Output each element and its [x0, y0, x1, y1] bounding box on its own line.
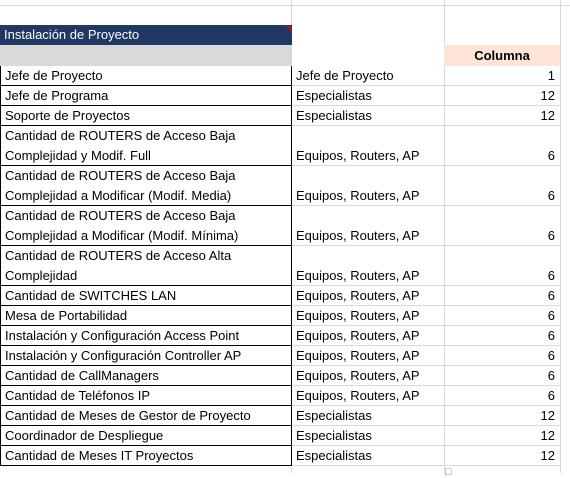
description-line: Jefe de Programa	[5, 88, 109, 103]
partial-next-row: □	[445, 466, 452, 478]
value-cell[interactable]: 6	[547, 308, 555, 323]
table-row[interactable]	[0, 306, 560, 326]
value-cell[interactable]: 6	[547, 388, 555, 403]
category-cell[interactable]: Equipos, Routers, AP	[296, 268, 420, 283]
category-cell[interactable]: Equipos, Routers, AP	[296, 308, 420, 323]
table-row[interactable]	[0, 206, 560, 246]
value-cell[interactable]: 6	[547, 348, 555, 363]
description-line: Complejidad y Modif. Full	[5, 148, 151, 163]
category-cell[interactable]: Equipos, Routers, AP	[296, 348, 420, 363]
description-cell[interactable]	[0, 326, 292, 346]
value-cell[interactable]: 6	[547, 368, 555, 383]
value-cell[interactable]: 1	[547, 68, 555, 83]
value-cell[interactable]: 6	[547, 328, 555, 343]
comment-indicator	[286, 26, 291, 31]
description-line: Cantidad de Teléfonos IP	[5, 388, 151, 403]
table-row[interactable]	[0, 406, 560, 426]
table-row[interactable]	[0, 66, 560, 86]
description-line: Instalación y Configuración Controller AP	[5, 348, 242, 363]
table-row[interactable]	[0, 426, 560, 446]
table-row[interactable]	[0, 86, 560, 106]
grey-header-bar[interactable]	[0, 45, 292, 66]
description-line: Cantidad de CallManagers	[5, 368, 159, 383]
table-row[interactable]	[0, 106, 560, 126]
description-cell[interactable]	[0, 86, 292, 106]
value-cell[interactable]: 12	[540, 108, 555, 123]
description-cell[interactable]	[0, 126, 292, 166]
description-line: Cantidad de ROUTERS de Acceso Baja	[5, 128, 236, 143]
description-line: Cantidad de ROUTERS de Acceso Alta	[5, 248, 232, 263]
description-line: Cantidad de ROUTERS de Acceso Baja	[5, 208, 236, 223]
category-cell[interactable]: Equipos, Routers, AP	[296, 228, 420, 243]
description-cell[interactable]	[0, 446, 292, 466]
description-line: Cantidad de Meses de Gestor de Proyecto	[5, 408, 251, 423]
description-cell[interactable]	[0, 166, 292, 206]
description-cell[interactable]	[0, 306, 292, 326]
category-cell[interactable]: Especialistas	[296, 428, 372, 443]
category-cell[interactable]: Equipos, Routers, AP	[296, 188, 420, 203]
category-cell[interactable]: Equipos, Routers, AP	[296, 328, 420, 343]
description-cell[interactable]	[0, 246, 292, 286]
column-header[interactable]: Columna	[444, 45, 560, 66]
table-row[interactable]	[0, 246, 560, 286]
table-row[interactable]	[0, 386, 560, 406]
category-cell[interactable]: Equipos, Routers, AP	[296, 148, 420, 163]
table-row[interactable]	[0, 366, 560, 386]
category-cell[interactable]: Equipos, Routers, AP	[296, 368, 420, 383]
value-cell[interactable]: 12	[540, 408, 555, 423]
value-cell[interactable]: 6	[547, 228, 555, 243]
description-cell[interactable]	[0, 106, 292, 126]
category-cell[interactable]: Equipos, Routers, AP	[296, 388, 420, 403]
table-row[interactable]	[0, 326, 560, 346]
value-cell[interactable]: 6	[547, 188, 555, 203]
category-cell[interactable]: Equipos, Routers, AP	[296, 288, 420, 303]
value-cell[interactable]: 6	[547, 268, 555, 283]
description-line: Cantidad de Meses IT Proyectos	[5, 448, 194, 463]
description-line: Complejidad a Modificar (Modif. Media)	[5, 188, 232, 203]
description-cell[interactable]	[0, 206, 292, 246]
table-row[interactable]	[0, 126, 560, 166]
table-row[interactable]	[0, 166, 560, 206]
value-cell[interactable]: 12	[540, 428, 555, 443]
description-line: Complejidad	[5, 268, 78, 283]
description-line: Cantidad de ROUTERS de Acceso Baja	[5, 168, 236, 183]
value-cell[interactable]: 6	[547, 148, 555, 163]
value-cell[interactable]: 12	[540, 88, 555, 103]
description-cell[interactable]	[0, 426, 292, 446]
description-cell[interactable]	[0, 66, 292, 86]
description-line: Complejidad a Modificar (Modif. Mínima)	[5, 228, 239, 243]
row-gridline	[292, 465, 560, 466]
description-cell[interactable]	[0, 346, 292, 366]
title-cell[interactable]: Instalación de Proyecto	[0, 25, 292, 45]
table-row[interactable]	[0, 446, 560, 466]
description-line: Cantidad de SWITCHES LAN	[5, 288, 177, 303]
description-line: Mesa de Portabilidad	[5, 308, 128, 323]
category-cell[interactable]: Especialistas	[296, 88, 372, 103]
category-cell[interactable]: Especialistas	[296, 408, 372, 423]
description-cell[interactable]	[0, 406, 292, 426]
value-cell[interactable]: 6	[547, 288, 555, 303]
description-line: Jefe de Proyecto	[5, 68, 103, 83]
category-cell[interactable]: Jefe de Proyecto	[296, 68, 394, 83]
description-line: Soporte de Proyectos	[5, 108, 131, 123]
table-row[interactable]	[0, 286, 560, 306]
description-cell[interactable]	[0, 286, 292, 306]
category-cell[interactable]: Especialistas	[296, 108, 372, 123]
description-line: Instalación y Configuración Access Point	[5, 328, 240, 343]
value-cell[interactable]: 12	[540, 448, 555, 463]
description-cell[interactable]	[0, 386, 292, 406]
description-cell[interactable]	[0, 366, 292, 386]
description-line: Coordinador de Despliegue	[5, 428, 164, 443]
category-cell[interactable]: Especialistas	[296, 448, 372, 463]
table-row[interactable]	[0, 346, 560, 366]
